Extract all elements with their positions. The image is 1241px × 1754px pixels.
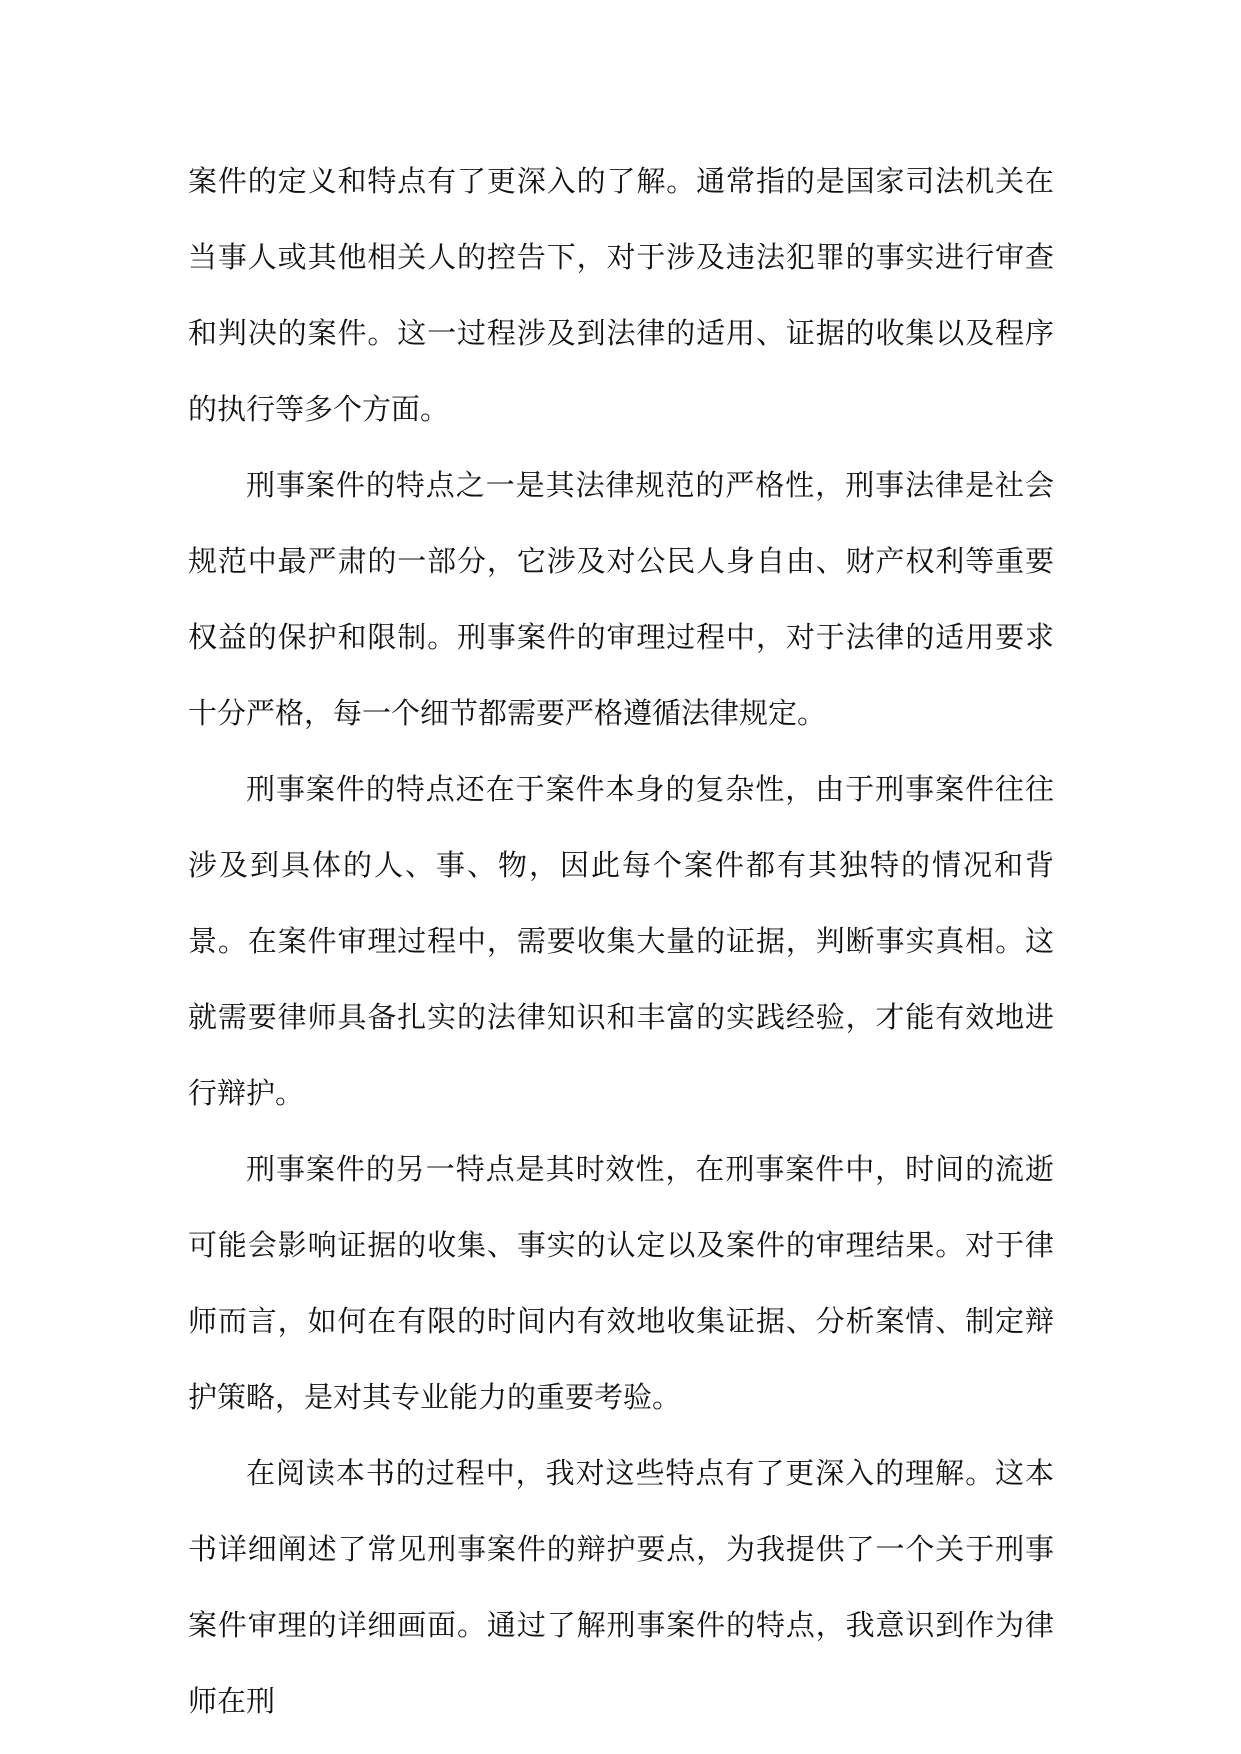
document-body [188,143,1054,1739]
paragraph-1: 案件的定义和特点有了更深入的了解。通常指的是国家司法机关在当事人或其他相关人的控告下，对于涉及违法犯罪的事实进行审查和判决的案件。这一过程涉及到法律的适用、证据的收集以及程序的执行等多个方面。 [188,164,1054,426]
paragraph-3: 刑事案件的特点还在于案件本身的复杂性，由于刑事案件往往涉及到具体的人、事、物，因此每个案件都有其独特的情况和背景。在案件审理过程中，需要收集大量的证据，判断事实真相。这就需要律师具备扎实的法律知识和丰富的实践经验，才能有效地进行辩护。 [188,772,1054,1110]
paragraph-2: 刑事案件的特点之一是其法律规范的严格性，刑事法律是社会规范中最严肃的一部分，它涉及对公民人身自由、财产权利等重要权益的保护和限制。刑事案件的审理过程中，对于法律的适用要求十分严格，每一个细节都需要严格遵循法律规定。 [188,468,1054,730]
paragraph-5: 在阅读本书的过程中，我对这些特点有了更深入的理解。这本书详细阐述了常见刑事案件的辩护要点，为我提供了一个关于刑事案件审理的详细画面。通过了解刑事案件的特点，我意识到作为律师在刑 [188,1456,1054,1718]
paragraph-4: 刑事案件的另一特点是其时效性，在刑事案件中，时间的流逝可能会影响证据的收集、事实的认定以及案件的审理结果。对于律师而言，如何在有限的时间内有效地收集证据、分析案情、制定辩护策略，是对其专业能力的重要考验。 [188,1152,1054,1414]
